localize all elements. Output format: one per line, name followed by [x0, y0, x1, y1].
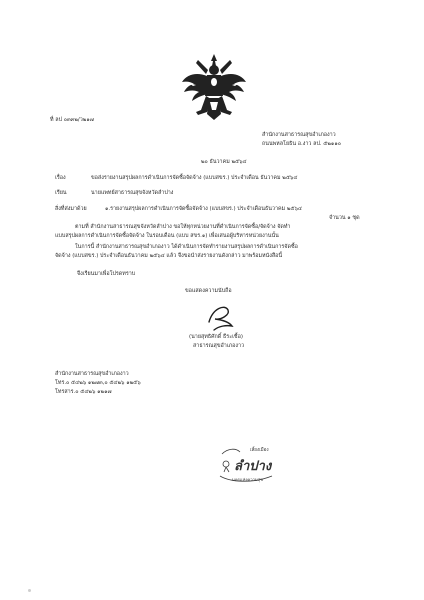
logo-text-main: ลำปาง: [234, 459, 272, 474]
enclosure-count: จำนวน ๑ ชุด: [329, 215, 360, 221]
subject-label: เรื่อง: [55, 175, 66, 181]
closing-request: จึงเรียนมาเพื่อโปรดทราบ: [77, 271, 136, 277]
letter-date: ๒๐ ธันวาคม ๒๕๖๔: [201, 159, 247, 165]
footer-telephone: โทร.๐ ๕๔๒๖ ๑๒๗๓,๐ ๕๔๒๖ ๑๒๕๖: [55, 380, 141, 386]
recipient-label: เรียน: [55, 190, 67, 196]
enclosure-text: ๑.รายงานสรุปผลการดำเนินการจัดซื้อจัดจ้าง (แบบสขร.) ประจำเดือนธันวาคม ๒๕๖๔: [105, 206, 303, 212]
enclosure-label: สิ่งที่ส่งมาด้วย: [55, 206, 87, 212]
office-name: สำนักงานสาธารณสุขอำเภองาว: [262, 132, 336, 138]
paragraph-1-line-2: แบบสรุปผลการดำเนินการจัดซื้อจัดจ้าง ในรอบเดือน (แบบ สขร.๑) เพื่อเสนอผู้บริหารหน่วยงานนั้น: [55, 233, 279, 239]
footer-office: สำนักงานสาธารณสุขอำเภองาว: [55, 371, 129, 377]
garuda-emblem-icon: [181, 52, 247, 122]
logo-text-bottom: นครแห่งความสุข: [232, 477, 264, 482]
handwritten-signature-icon: [203, 302, 237, 332]
logo-text-top: เลี้ยงเมือง: [250, 448, 269, 453]
subject-text: ขอส่งรายงานสรุปผลการดำเนินการจัดซื้อจัดจ้าง (แบบสขร.) ประจำเดือน ธันวาคม ๒๕๖๔: [91, 175, 298, 181]
recipient-text: นายแพทย์สาธารณสุขจังหวัดลำปาง: [91, 190, 174, 196]
signer-name: (นายสุทธิศักดิ์ ธีระเชื้อ): [189, 334, 243, 340]
page-mark: [28, 589, 31, 592]
office-address: ถนนพหลโยธิน อ.งาว ลป. ๕๒๑๑๐: [262, 141, 342, 147]
reference-number: ที่ ลป ๐๓๓๒/ว๒๑๗: [50, 117, 94, 123]
signer-title: สาธารณสุขอำเภองาว: [193, 343, 245, 349]
lampang-logo-icon: [212, 442, 282, 488]
paragraph-2-line-1: ในการนี้ สำนักงานสาธารณสุขอำเภองาว ได้ดำเนินการจัดทำรายงานสรุปผลการดำเนินการจัดซื้อ: [75, 244, 298, 250]
closing-respect: ขอแสดงความนับถือ: [185, 288, 232, 294]
paragraph-2-line-2: จัดจ้าง (แบบสขร.) ประจำเดือนธันวาคม ๒๕๖๔ แล้ว จึงขอนำส่งรายงานดังกล่าว มาพร้อมหนังสือนี้: [55, 253, 283, 259]
footer-fax: โทรสาร.๐ ๕๔๒๖ ๑๒๑๗: [55, 389, 112, 395]
paragraph-1-line-1: ตามที่ สำนักงานสาธารณสุขจังหวัดลำปาง ขอให้ทุกหน่วยงานที่ดำเนินการจัดซื้อ/จัดจ้าง จัดทำ: [75, 224, 291, 230]
